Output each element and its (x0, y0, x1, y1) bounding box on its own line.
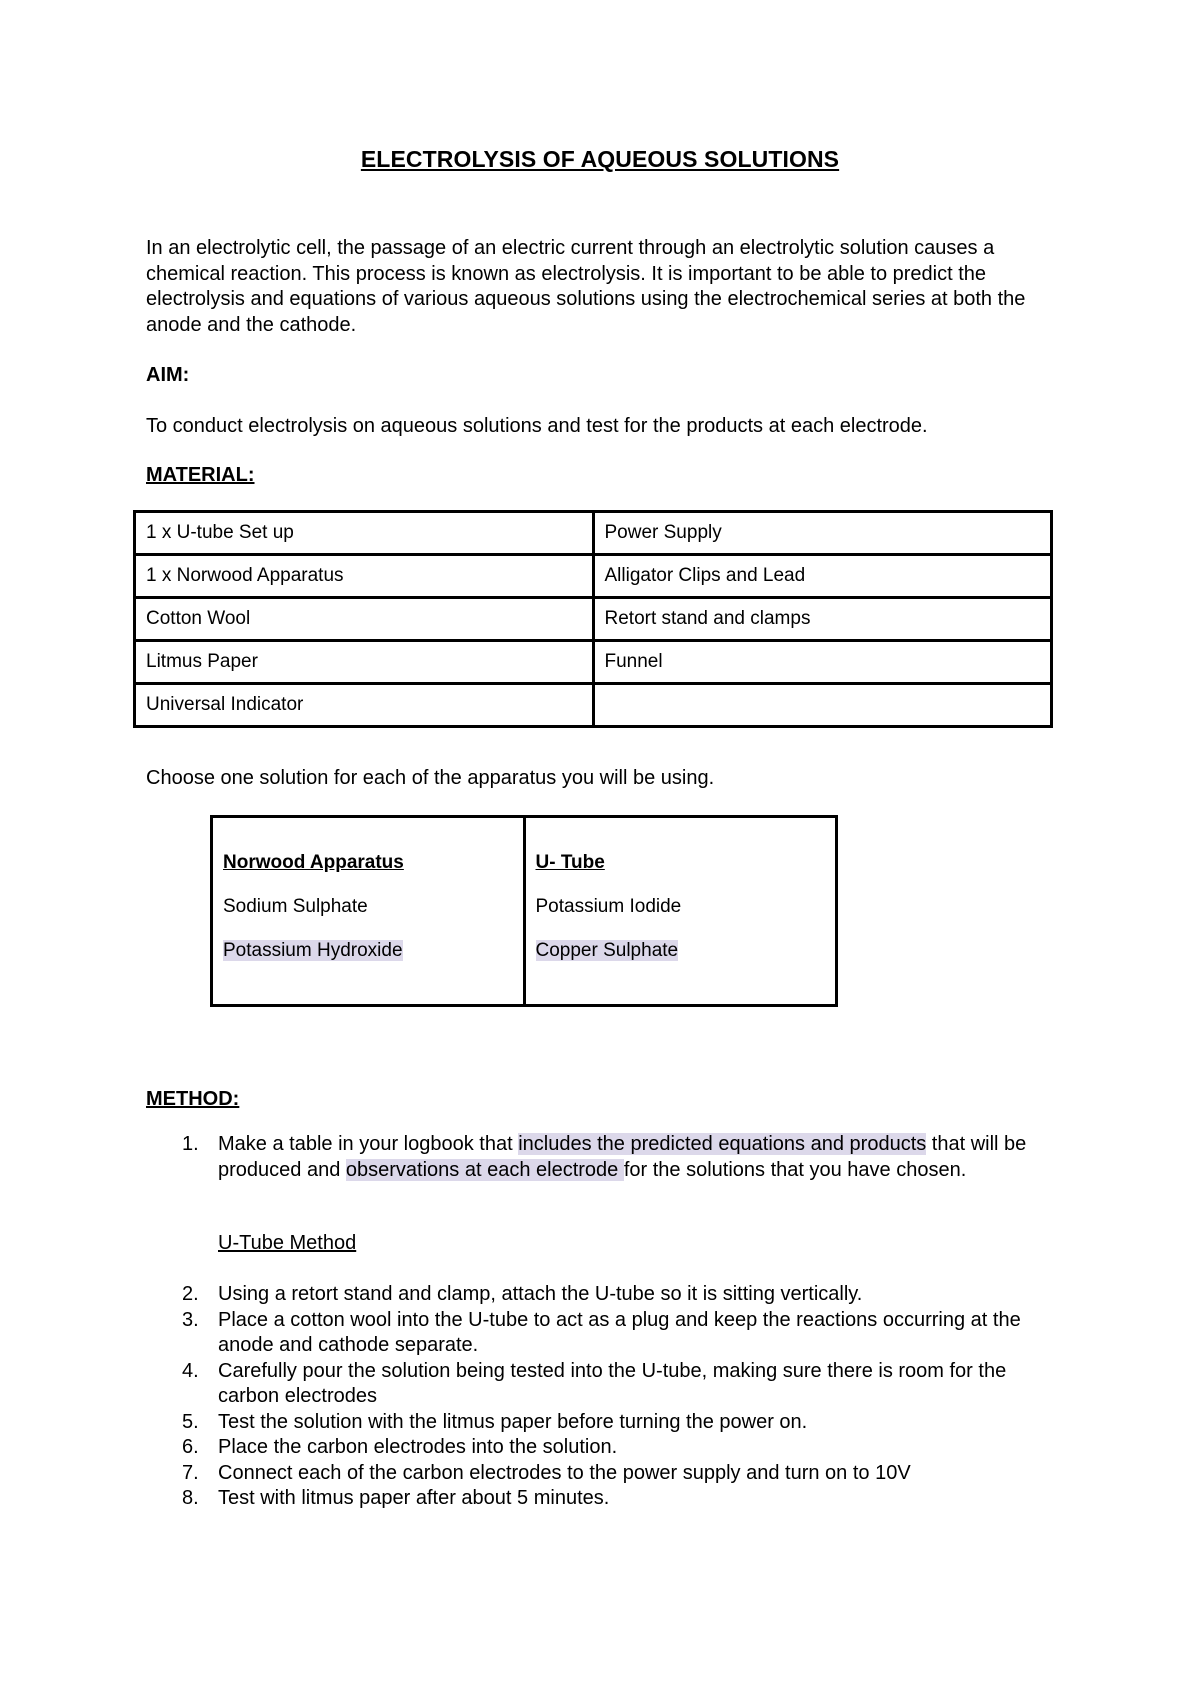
norwood-heading: Norwood Apparatus (223, 852, 404, 873)
table-row (135, 684, 1052, 727)
material-cell: Funnel (593, 641, 1052, 684)
step-number: 5. (182, 1410, 199, 1433)
method-heading: METHOD: (146, 1088, 240, 1110)
table-row (212, 817, 837, 1006)
method-step-1-list (146, 1132, 1066, 1183)
highlighted-text: includes the predicted equations and products (518, 1133, 927, 1155)
step-text: that will be produced and (218, 1133, 1027, 1181)
norwood-option: Sodium Sulphate (223, 896, 368, 917)
step-text: Carefully pour the solution being tested into the U-tube, making sure there is room for the carbon electrodes (218, 1359, 1007, 1407)
step-text: Place the carbon electrodes into the solution. (218, 1436, 618, 1458)
step-number: 8. (182, 1487, 199, 1509)
material-cell: 1 x U-tube Set up (135, 512, 594, 555)
table-row (135, 641, 1052, 684)
table-row (135, 512, 1052, 555)
material-cell: 1 x Norwood Apparatus (135, 555, 594, 598)
material-cell: Retort stand and clamps (593, 598, 1052, 641)
table-row (135, 598, 1052, 641)
document-title: ELECTROLYSIS OF AQUEOUS SOLUTIONS (360, 146, 840, 172)
list-item (146, 1282, 1066, 1308)
step-text: Test with litmus paper after about 5 minutes. (218, 1487, 610, 1509)
material-cell: Litmus Paper (135, 641, 594, 684)
materials-table (133, 510, 1053, 728)
step-text: Using a retort stand and clamp, attach the U-tube so it is sitting vertically. (218, 1283, 863, 1305)
step-number: 2. (182, 1283, 199, 1305)
aim-heading: AIM: (146, 364, 190, 386)
step-text: Place a cotton wool into the U-tube to act as a plug and keep the reactions occurring at the anode and cathode separate. (218, 1308, 1021, 1356)
norwood-option-highlighted: Potassium Hydroxide (223, 940, 403, 961)
step-text: for the solutions that you have chosen. (623, 1158, 967, 1181)
aim-text: To conduct electrolysis on aqueous solutions and test for the products at each electrode. (146, 415, 928, 437)
material-cell: Cotton Wool (135, 598, 594, 641)
material-cell (593, 684, 1052, 727)
table-row (135, 555, 1052, 598)
solution-choice-table (210, 815, 838, 1007)
norwood-column (212, 817, 525, 1006)
highlighted-text: observations at each electrode (345, 1158, 624, 1181)
step-text: Connect each of the carbon electrodes to the power supply and turn on to 10V (218, 1461, 911, 1484)
material-cell: Alligator Clips and Lead (593, 555, 1052, 598)
material-cell: Power Supply (593, 512, 1052, 555)
step-text: Test the solution with the litmus paper before turning the power on. (218, 1410, 808, 1433)
list-item (146, 1308, 1066, 1359)
utube-heading: U- Tube (535, 852, 605, 873)
utube-option: Potassium Iodide (535, 896, 682, 917)
method-steps-list (146, 1282, 1066, 1512)
list-item (146, 1486, 1066, 1512)
step-number: 3. (182, 1308, 199, 1331)
list-item (146, 1132, 1066, 1183)
step-number: 7. (182, 1461, 199, 1484)
utube-option-highlighted: Copper Sulphate (535, 940, 679, 961)
list-item (146, 1435, 1066, 1461)
utube-column (524, 817, 837, 1006)
material-cell: Universal Indicator (135, 684, 594, 727)
step-number: 1. (182, 1133, 199, 1155)
step-number: 4. (182, 1359, 199, 1382)
intro-paragraph: In an electrolytic cell, the passage of an electric current through an electrolytic solution causes a chemical reaction. This process is known as electrolysis. It is important to be able to predict the electrolysis and equations of various aqueous solutions using the electrochemical series at both the anode and the cathode. (146, 237, 1026, 336)
choose-instruction: Choose one solution for each of the apparatus you will be using. (146, 767, 715, 789)
step-text: Make a table in your logbook that (218, 1133, 519, 1155)
list-item (146, 1461, 1066, 1487)
material-heading: MATERIAL: (146, 464, 255, 486)
list-item (146, 1359, 1066, 1410)
utube-method-subheading: U-Tube Method (218, 1232, 357, 1254)
step-number: 6. (182, 1436, 199, 1458)
list-item (146, 1410, 1066, 1436)
